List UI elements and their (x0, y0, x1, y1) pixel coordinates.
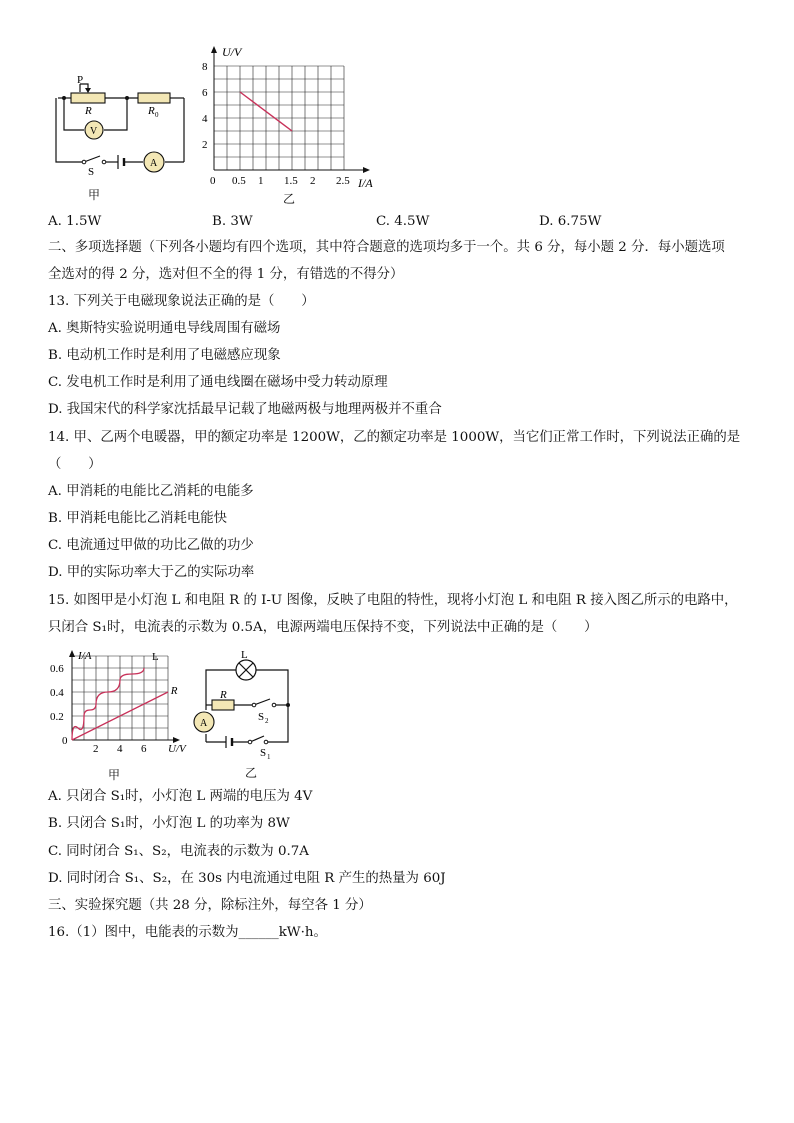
series-l-label: L (152, 651, 159, 663)
q12-option-c[interactable]: C. 4.5W (376, 214, 430, 229)
q14-option-c[interactable]: C. 电流通过甲做的功比乙做的功少 (48, 538, 254, 553)
switch-s2-label: S (258, 711, 265, 723)
q14-stem-line2: （ ） (48, 457, 102, 472)
resistor-r-label: R (85, 105, 92, 117)
q15-option-c[interactable]: C. 同时闭合 S₁、S₂，电流表的示数为 0.7A (48, 844, 309, 859)
q14-option-b[interactable]: B. 甲消耗电能比乙消耗电能快 (48, 511, 228, 526)
q16-prefix: 16.（1）图中，电能表的示数为 (48, 925, 239, 940)
origin-label: 0 (62, 735, 68, 747)
x-tick-label: 4 (117, 743, 123, 755)
y-tick-label: 6 (202, 87, 208, 99)
switch-s1-label: S (260, 747, 267, 759)
lamp-l-label: L (241, 649, 248, 661)
section2-header-line1: 二、多项选择题（下列各小题均有四个选项，其中符合题意的选项均多于一个。共 6 分，每小题 2 分．每小题选项 (48, 240, 725, 255)
q15-i-u-graph (48, 646, 198, 764)
y-tick-label: 0.4 (50, 687, 64, 699)
q14-option-a[interactable]: A. 甲消耗的电能比乙消耗的电能多 (48, 484, 254, 499)
section3-header: 三、实验探究题（共 28 分，除标注外，每空各 1 分） (48, 898, 372, 913)
q15-option-d[interactable]: D. 同时闭合 S₁、S₂，在 30s 内电流通过电阻 R 产生的热量为 60J (48, 871, 446, 886)
q13-option-c[interactable]: C. 发电机工作时是利用了通电线圈在磁场中受力转动原理 (48, 375, 388, 390)
slider-p-label: P (77, 74, 84, 86)
ammeter-label: A (150, 158, 158, 169)
q13-option-b[interactable]: B. 电动机工作时是利用了电磁感应现象 (48, 348, 281, 363)
resistor-r0-subscript: 0 (155, 111, 159, 119)
y-tick-label: 8 (202, 61, 208, 73)
x-axis-label: I/A (358, 176, 373, 190)
q15-option-b[interactable]: B. 只闭合 S₁时，小灯泡 L 的功率为 8W (48, 816, 290, 831)
x-tick-label: 2 (93, 743, 99, 755)
q15-stem-line1: 15. 如图甲是小灯泡 L 和电阻 R 的 I-U 图像，反映了电阻的特性，现将小灯泡 L 和电阻 R 接入图乙所示的电路中， (48, 593, 738, 608)
section2-header-line2: 全选对的得 2 分，选对但不全的得 1 分，有错选的不得分） (48, 267, 404, 282)
q12-option-a[interactable]: A. 1.5W (48, 214, 102, 229)
q12-circuit-diagram (44, 74, 194, 184)
voltmeter-label: V (90, 126, 98, 137)
resistor-r-label: R (220, 689, 227, 701)
q13-option-d[interactable]: D. 我国宋代的科学家沈括最早记载了地磁两极与地理两极并不重合 (48, 402, 442, 417)
q15-stem-line2: 只闭合 S₁时，电流表的示数为 0.5A，电源两端电压保持不变，下列说法中正确的是（ ） (48, 620, 598, 635)
y-tick-label: 0.6 (50, 663, 64, 675)
q13-stem: 13. 下列关于电磁现象说法正确的是（ ） (48, 294, 315, 309)
q14-stem-line1: 14. 甲、乙两个电暖器，甲的额定功率是 1200W，乙的额定功率是 1000W，当它们正常工作时，下列说法正确的是 (48, 430, 741, 445)
x-tick-label: 1.5 (284, 175, 298, 187)
q12-figure-b-caption: 乙 (283, 192, 296, 206)
y-tick-label: 0.2 (50, 711, 64, 723)
x-axis-label: U/V (168, 743, 186, 755)
origin-label: 0 (210, 175, 216, 187)
switch-s1-subscript: 1 (267, 753, 271, 760)
y-tick-label: 4 (202, 113, 208, 125)
x-tick-label: 2 (310, 175, 316, 187)
q12-option-b[interactable]: B. 3W (212, 214, 253, 229)
q15-option-a[interactable]: A. 只闭合 S₁时，小灯泡 L 两端的电压为 4V (48, 789, 313, 804)
ammeter-label: A (200, 718, 208, 729)
q12-figure-a-caption: 甲 (88, 188, 101, 202)
q13-option-a[interactable]: A. 奥斯特实验说明通电导线周围有磁场 (48, 321, 281, 336)
q14-option-d[interactable]: D. 甲的实际功率大于乙的实际功率 (48, 565, 255, 580)
q15-figure-b-caption: 乙 (245, 766, 258, 780)
switch-s2-subscript: 2 (265, 717, 269, 725)
switch-s-label: S (88, 166, 95, 178)
x-tick-label: 0.5 (232, 175, 246, 187)
q12-option-d[interactable]: D. 6.75W (539, 214, 602, 229)
x-tick-label: 1 (258, 175, 264, 187)
y-axis-label: U/V (222, 45, 242, 59)
q16-answer-blank[interactable]: ______ (238, 925, 279, 940)
q16-stem (48, 924, 327, 942)
q15-figure-a-caption: 甲 (108, 768, 121, 782)
q16-suffix: kW·h。 (278, 925, 327, 940)
series-r-label: R (170, 685, 178, 697)
x-tick-label: 6 (141, 743, 147, 755)
q15-circuit-diagram (190, 648, 300, 760)
y-axis-label: I/A (78, 650, 92, 662)
x-tick-label: 2.5 (336, 175, 350, 187)
y-tick-label: 2 (202, 139, 208, 151)
q12-u-i-graph (198, 44, 388, 204)
resistor-r0-label: R (148, 105, 155, 117)
